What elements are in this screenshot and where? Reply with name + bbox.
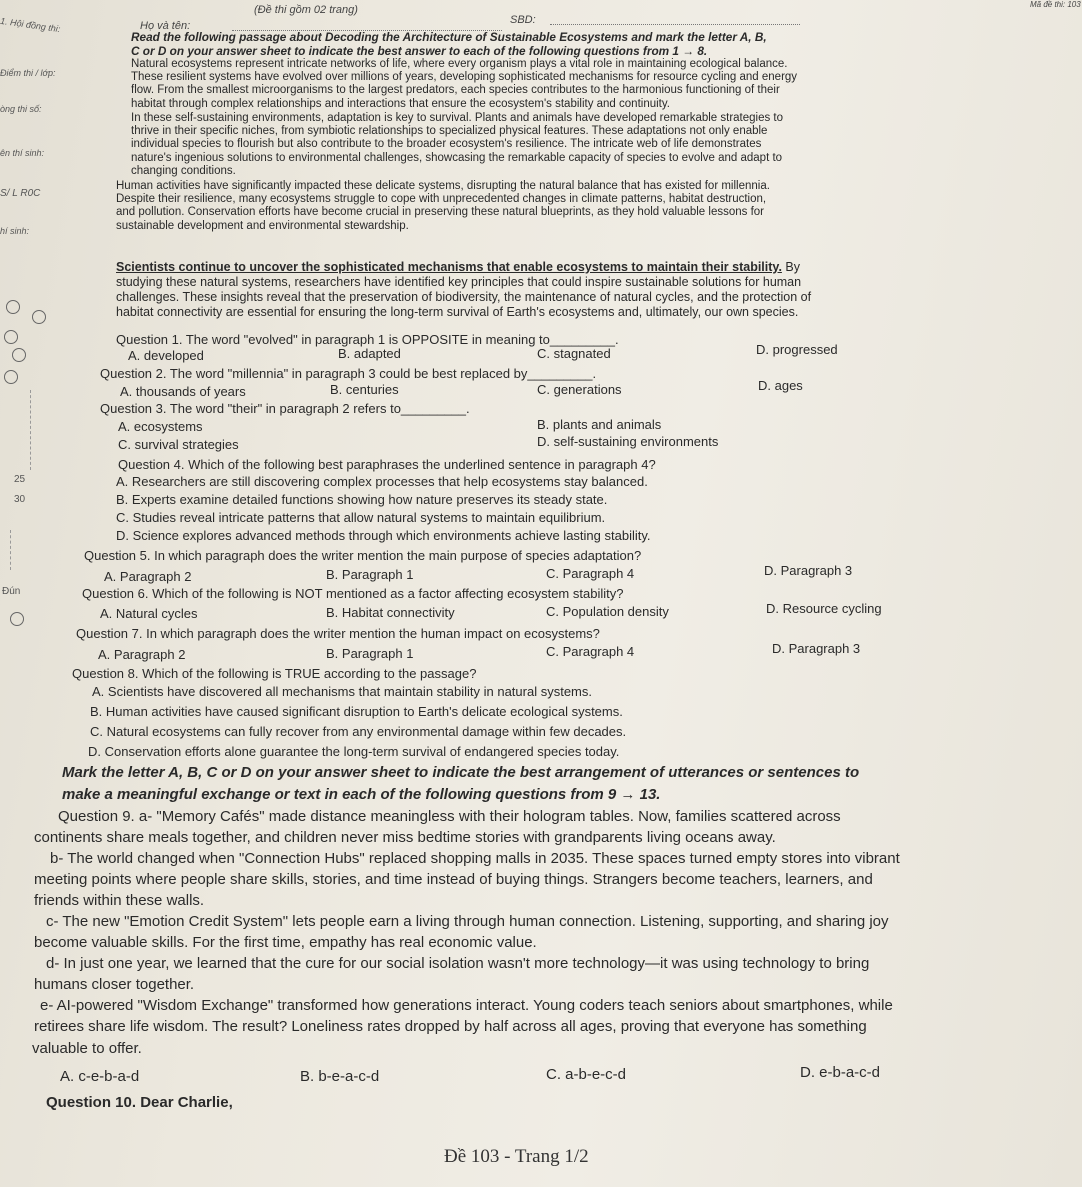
margin-note: òng thi số:: [0, 104, 42, 114]
q7-option-b[interactable]: B. Paragraph 1: [326, 646, 414, 661]
margin-note: 1. Hội đồng thi:: [0, 15, 61, 35]
question-1: Question 1. The word "evolved" in paragraph 1 is OPPOSITE in meaning to_________.: [116, 332, 619, 347]
page-footer: Đề 103 - Trang 1/2: [444, 1146, 589, 1167]
passage-paragraph-1: [131, 58, 797, 111]
passage-line: thrive in their specific niches, from symbiotic relationships to specialized physical features. These adaptations not only enable: [131, 125, 768, 138]
margin-divider: [30, 390, 31, 470]
question-9-c: become valuable skills. For the first time, empathy has real economic value.: [34, 934, 537, 951]
margin-circle: [32, 310, 46, 324]
sbd-label: SBD:: [510, 14, 536, 26]
question-9-d: humans closer together.: [34, 976, 195, 993]
q1-option-d[interactable]: D. progressed: [756, 342, 838, 357]
question-2: Question 2. The word "millennia" in paragraph 3 could be best replaced by_________.: [100, 366, 597, 381]
passage-line: changing conditions.: [131, 164, 236, 177]
margin-circle: [6, 300, 20, 314]
q2-option-c[interactable]: C. generations: [537, 382, 622, 397]
q7-option-d[interactable]: D. Paragraph 3: [772, 641, 861, 656]
question-9-c: c- The new "Emotion Credit System" lets people earn a living through human connection. Listening, supporting, and sharing joy: [46, 913, 889, 930]
passage-line: individual species to flourish but also contribute to the broader ecosystem's resilience. The intricate web of life demonstrates: [131, 138, 762, 151]
q2-option-a[interactable]: A. thousands of years: [120, 384, 246, 399]
passage-paragraph-4: [116, 260, 811, 320]
passage-paragraph-3: [116, 180, 770, 233]
q8-option-b[interactable]: B. Human activities have caused significant disruption to Earth's delicate ecological systems.: [90, 704, 623, 719]
name-label: Họ và tên:: [140, 20, 191, 32]
passage-line: challenges. These insights reveal that the preservation of biodiversity, the maintenance of natural cycles, and the protection of: [116, 290, 812, 304]
margin-note: 30: [14, 494, 26, 505]
question-10: Question 10. Dear Charlie,: [46, 1094, 233, 1111]
question-8: Question 8. Which of the following is TRUE according to the passage?: [72, 666, 477, 681]
passage-paragraph-2: [131, 112, 783, 178]
q9-option-d[interactable]: D. e-b-a-c-d: [800, 1064, 881, 1081]
passage-line: These resilient systems have evolved over millions of years, developing sophisticated mechanisms for resource cycling and energy: [131, 71, 798, 84]
passage-line: studying these natural systems, researchers have identified key principles that could inspire sustainable solutions for human: [116, 275, 802, 289]
margin-circle: [4, 330, 18, 344]
reading-instruction: Read the following passage about Decoding the Architecture of Sustainable Ecosystems and mark the letter A, B,: [131, 30, 767, 44]
q6-option-b[interactable]: B. Habitat connectivity: [326, 605, 455, 620]
margin-note: 25: [14, 474, 26, 485]
passage-line: [116, 260, 811, 275]
question-9-a: Question 9. a- "Memory Cafés" made distance meaningless with their hologram tables. Now, families scattered across: [58, 808, 841, 825]
q1-option-b[interactable]: B. adapted: [338, 346, 401, 361]
margin-note: hí sinh:: [0, 226, 30, 236]
passage-line: Despite their resilience, many ecosystems struggle to cope with unprecedented changes in climate patterns, habitat destruction,: [116, 193, 767, 206]
exam-pages-note: (Đề thi gồm 02 trang): [254, 4, 358, 16]
q8-option-a[interactable]: A. Scientists have discovered all mechanisms that maintain stability in natural systems.: [92, 684, 592, 699]
underlined-sentence: Scientists continue to uncover the sophisticated mechanisms that enable ecosystems to maintain their stability.: [116, 260, 782, 274]
q3-option-c[interactable]: C. survival strategies: [118, 437, 239, 452]
passage-line: Human activities have significantly impacted these delicate systems, disrupting the natural balance that has existed for millennia.: [116, 180, 770, 192]
q6-option-d[interactable]: D. Resource cycling: [766, 601, 882, 616]
margin-note: Đún: [2, 586, 21, 597]
question-9-b: friends within these walls.: [34, 892, 205, 909]
question-9-e: retirees share life wisdom. The result? Loneliness rates dropped by half across all ages, proving that everyone has something: [34, 1018, 867, 1035]
q6-option-a[interactable]: A. Natural cycles: [100, 606, 198, 621]
question-9-d: d- In just one year, we learned that the cure for our social isolation wasn't more technology—it was using technology to bring: [46, 955, 870, 972]
q8-option-c[interactable]: C. Natural ecosystems can fully recover from any environmental damage within few decades.: [90, 724, 627, 739]
q5-option-a[interactable]: A. Paragraph 2: [104, 569, 192, 584]
margin-note: ên thí sinh:: [0, 148, 45, 158]
passage-line: nature's ingenious solutions to environmental challenges, showcasing the remarkable capacity of species to evolve and adapt to: [131, 151, 783, 164]
question-4: Question 4. Which of the following best paraphrases the underlined sentence in paragraph 4?: [118, 457, 656, 472]
q1-option-c[interactable]: C. stagnated: [537, 346, 611, 361]
q1-option-a[interactable]: A. developed: [128, 348, 204, 363]
margin-note: Điểm thi / lớp:: [0, 68, 56, 78]
q2-option-b[interactable]: B. centuries: [330, 382, 399, 397]
passage-line: habitat connectivity are essential for ensuring the long-term survival of Earth's ecosystems and, ultimately, our own species.: [116, 305, 799, 319]
sbd-line: [550, 24, 800, 25]
margin-circle: [4, 370, 18, 384]
q4-option-b[interactable]: B. Experts examine detailed functions showing how nature preserves its steady state.: [116, 492, 608, 507]
q7-option-a[interactable]: A. Paragraph 2: [98, 647, 186, 662]
question-3: Question 3. The word "their" in paragraph 2 refers to_________.: [100, 401, 470, 416]
reading-instruction: C or D on your answer sheet to indicate the best answer to each of the following questions from 1 → 8.: [131, 44, 708, 58]
q8-option-d[interactable]: D. Conservation efforts alone guarantee the long-term survival of endangered species today.: [88, 744, 620, 759]
passage-line: flow. From the smallest microorganisms to the largest predators, each species contributes to the harmonious functioning of their: [131, 84, 780, 97]
q3-option-b[interactable]: B. plants and animals: [537, 417, 662, 432]
q5-option-c[interactable]: C. Paragraph 4: [546, 566, 635, 581]
q6-option-c[interactable]: C. Population density: [546, 604, 669, 619]
q9-option-c[interactable]: C. a-b-e-c-d: [546, 1066, 627, 1083]
question-9-a: continents share meals together, and children never miss bedtime stories with grandparents living oceans away.: [34, 829, 776, 846]
margin-circle: [12, 348, 26, 362]
q4-option-c[interactable]: C. Studies reveal intricate patterns that allow natural systems to maintain equilibrium.: [116, 510, 606, 525]
q3-option-d[interactable]: D. self-sustaining environments: [537, 434, 719, 449]
question-9-b: b- The world changed when "Connection Hubs" replaced shopping malls in 2035. These spaces turned empty stores into vibrant: [50, 850, 900, 867]
q4-option-d[interactable]: D. Science explores advanced methods through which environments achieve lasting stability.: [116, 528, 651, 543]
passage-line: and pollution. Conservation efforts have become crucial in preserving these natural blueprints, as they hold valuable lessons for: [116, 206, 764, 219]
exam-code: Mã đề thi: 103: [1030, 0, 1081, 9]
q9-option-b[interactable]: B. b-e-a-c-d: [300, 1068, 380, 1085]
section-instruction: Mark the letter A, B, C or D on your answer sheet to indicate the best arrangement of utterances or sentences to: [62, 764, 860, 781]
q2-option-d[interactable]: D. ages: [758, 378, 803, 393]
margin-note: S/ L R0C: [0, 188, 41, 199]
passage-line: Natural ecosystems represent intricate networks of life, where every organism plays a vital role in maintaining ecological balance.: [131, 58, 788, 70]
question-7: Question 7. In which paragraph does the writer mention the human impact on ecosystems?: [76, 626, 600, 641]
section-instruction: make a meaningful exchange or text in each of the following questions from 9 → 13.: [62, 786, 661, 803]
q3-option-a[interactable]: A. ecosystems: [118, 419, 203, 434]
question-6: Question 6. Which of the following is NOT mentioned as a factor affecting ecosystem stability?: [82, 586, 624, 601]
question-9-b: meeting points where people share skills, stories, and time instead of buying things. Strangers become teachers, learners, and: [34, 871, 873, 888]
q7-option-c[interactable]: C. Paragraph 4: [546, 644, 635, 659]
margin-circle: [10, 612, 24, 626]
passage-line: habitat through complex relationships and interactions that ensure the ecosystem's stability and continuity.: [131, 97, 670, 110]
q5-option-b[interactable]: B. Paragraph 1: [326, 567, 414, 582]
passage-line: In these self-sustaining environments, adaptation is key to survival. Plants and animals have developed remarkable strategies to: [131, 112, 784, 124]
passage-line: sustainable development and environmental stewardship.: [116, 219, 409, 232]
question-9-e: valuable to offer.: [32, 1040, 142, 1057]
q4-option-a[interactable]: A. Researchers are still discovering complex processes that help ecosystems stay balanced.: [116, 474, 648, 489]
q5-option-d[interactable]: D. Paragraph 3: [764, 563, 853, 578]
q9-option-a[interactable]: A. c-e-b-a-d: [60, 1068, 140, 1085]
passage-text: By: [781, 260, 800, 274]
question-5: Question 5. In which paragraph does the writer mention the main purpose of species adaptation?: [84, 548, 642, 563]
question-9-e: e- AI-powered "Wisdom Exchange" transformed how generations interact. Young coders teach seniors about smartphones, while: [40, 997, 893, 1014]
margin-divider: [10, 530, 11, 570]
